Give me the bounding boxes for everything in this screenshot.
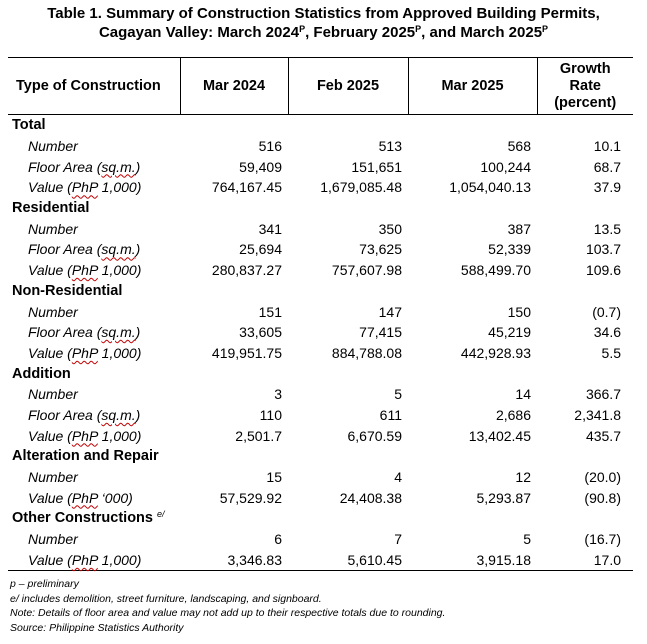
value-growth-rate: (20.0): [584, 469, 621, 486]
row-label: Value (PhP 1,000): [28, 344, 142, 361]
row-label: Number: [28, 469, 78, 486]
value-growth-rate: (16.7): [584, 531, 621, 548]
footnotes: [10, 577, 445, 635]
group-footnote-marker: e/: [157, 509, 165, 520]
value-mar-2024: 3: [274, 386, 282, 403]
table-row: [8, 156, 633, 177]
group-row: [8, 363, 633, 384]
table-row: [8, 301, 633, 322]
group-row: [8, 198, 633, 219]
value-mar-2024: 3,346.83: [180, 549, 288, 570]
value-mar-2024: 57,529.92: [219, 489, 282, 506]
value-feb-2025: 4: [394, 469, 402, 486]
value-mar-2024: 110: [259, 406, 282, 423]
table-row: [8, 136, 633, 157]
row-label: Value (PhP 1,000): [28, 427, 142, 444]
value-feb-2025: 73,625: [359, 241, 402, 258]
value-mar-2025: 588,499.70: [460, 262, 531, 279]
value-feb-2025: 611: [379, 406, 402, 423]
value-mar-2024: 280,837.27: [211, 262, 282, 279]
value-growth-rate: 13.5: [593, 220, 621, 237]
value-mar-2024: 151: [258, 303, 282, 320]
table-row: [8, 218, 633, 239]
value-mar-2025: 14: [515, 386, 531, 403]
value-feb-2025: 151,651: [351, 158, 402, 175]
row-label: Number: [28, 303, 78, 320]
value-mar-2025: 52,339: [488, 241, 531, 258]
value-mar-2025: 12: [515, 469, 531, 486]
title-line-1: Table 1. Summary of Construction Statistics from Approved Building Permits,: [47, 5, 600, 22]
table-row: [8, 487, 633, 508]
value-mar-2024: 516: [258, 138, 282, 155]
value-mar-2025: 5: [523, 531, 531, 548]
value-mar-2025: 5,293.87: [476, 489, 531, 506]
row-label: Floor Area (sq.m.): [28, 406, 141, 423]
value-mar-2025: 2,686: [495, 406, 531, 423]
row-label: Floor Area (sq.m.): [28, 324, 141, 341]
table-row: [8, 260, 633, 281]
value-mar-2025: 3,915.18: [408, 549, 537, 570]
group-heading: Non-Residential: [12, 282, 123, 299]
header-growth-rate: Growth Rate (percent): [537, 58, 633, 115]
table-row: [8, 177, 633, 198]
value-mar-2024: 419,951.75: [211, 344, 282, 361]
value-feb-2025: 77,415: [359, 324, 402, 341]
row-label: Floor Area (sq.m.): [28, 158, 141, 175]
value-mar-2024: 59,409: [239, 158, 282, 175]
row-label: Number: [28, 386, 78, 403]
table-row: [8, 343, 633, 364]
value-growth-rate: (0.7): [592, 303, 621, 320]
table-header: [8, 58, 633, 115]
value-feb-2025: 884,788.08: [331, 344, 402, 361]
group-heading: Other Constructions $^{e/}$: [12, 509, 165, 527]
value-mar-2025: 442,928.93: [460, 344, 531, 361]
footnote-source: Source: Philippine Statistics Authority: [10, 621, 184, 634]
table-row: [8, 322, 633, 343]
value-growth-rate: 366.7: [585, 386, 621, 403]
value-feb-2025: 5,610.45: [288, 549, 408, 570]
group-heading: Total: [12, 117, 46, 134]
row-label: Value (PhP 1,000): [8, 549, 180, 570]
value-mar-2024: 25,694: [239, 241, 282, 258]
table-row: [8, 467, 633, 488]
value-mar-2025: 100,244: [480, 158, 531, 175]
header-mar-2024: Mar 2024: [180, 58, 288, 115]
group-heading: Residential: [12, 200, 90, 217]
value-mar-2025: 13,402.45: [468, 427, 531, 444]
row-label: Number: [28, 138, 78, 155]
value-growth-rate: 109.6: [585, 262, 621, 279]
table-row: [8, 529, 633, 550]
group-heading: Alteration and Repair: [12, 448, 159, 465]
value-mar-2025: 387: [507, 220, 531, 237]
value-growth-rate: 37.9: [593, 179, 621, 196]
value-feb-2025: 513: [378, 138, 402, 155]
group-row: [8, 508, 633, 529]
value-growth-rate: (90.8): [584, 489, 621, 506]
row-label: Floor Area (sq.m.): [28, 241, 141, 258]
row-label: Number: [28, 220, 78, 237]
row-label: Value (PhP ‘000): [28, 489, 133, 506]
table-row: [8, 239, 633, 260]
value-mar-2024: 764,167.45: [211, 179, 282, 196]
value-growth-rate: 10.1: [593, 138, 621, 155]
value-mar-2024: 6: [274, 531, 282, 548]
footnote-other-constructions: e/ includes demolition, street furniture, landscaping, and signboard.: [10, 592, 322, 605]
value-mar-2025: 1,054,040.13: [449, 179, 531, 196]
value-mar-2025: 45,219: [488, 324, 531, 341]
value-feb-2025: 1,679,085.48: [320, 179, 402, 196]
construction-statistics-table: [8, 57, 633, 571]
value-feb-2025: 24,408.38: [339, 489, 402, 506]
value-feb-2025: 350: [378, 220, 402, 237]
value-growth-rate: 68.7: [593, 158, 621, 175]
value-mar-2024: 341: [258, 220, 282, 237]
group-row: [8, 446, 633, 467]
value-mar-2025: 150: [507, 303, 531, 320]
footnote-preliminary: p – preliminary: [10, 578, 79, 590]
group-heading: Addition: [12, 365, 71, 382]
table-row: [8, 425, 633, 446]
row-label: Value (PhP 1,000): [28, 262, 142, 279]
footnote-rounding: Note: Details of floor area and value may not add up to their respective totals due to rounding.: [10, 607, 446, 619]
header-type-of-construction: Type of Construction: [8, 58, 180, 115]
value-growth-rate: 2,341.8: [574, 406, 621, 423]
value-feb-2025: 6,670.59: [347, 427, 402, 444]
row-label: Number: [28, 531, 78, 548]
value-mar-2024: 15: [266, 469, 282, 486]
value-mar-2025: 568: [507, 138, 531, 155]
title-line-2: Cagayan Valley: March $2024^P$, February $2025^P$, and March $2025^P$: [98, 24, 549, 41]
value-growth-rate: 34.6: [593, 324, 621, 341]
group-row: [8, 281, 633, 302]
table-body: [8, 115, 633, 571]
value-growth-rate: 17.0: [537, 549, 633, 570]
table-title: [0, 4, 647, 42]
value-mar-2024: 33,605: [239, 324, 282, 341]
value-feb-2025: 757,607.98: [331, 262, 402, 279]
table-row: [8, 384, 633, 405]
header-mar-2025: Mar 2025: [408, 58, 537, 115]
value-feb-2025: 147: [378, 303, 402, 320]
row-label: Value (PhP 1,000): [28, 179, 142, 196]
value-growth-rate: 435.7: [585, 427, 621, 444]
value-feb-2025: 5: [394, 386, 402, 403]
table-row: [8, 405, 633, 426]
value-feb-2025: 7: [394, 531, 402, 548]
group-row: [8, 115, 633, 136]
value-mar-2024: 2,501.7: [235, 427, 282, 444]
value-growth-rate: 5.5: [601, 344, 621, 361]
value-growth-rate: 103.7: [585, 241, 621, 258]
header-feb-2025: Feb 2025: [288, 58, 408, 115]
table-row: [8, 549, 633, 570]
